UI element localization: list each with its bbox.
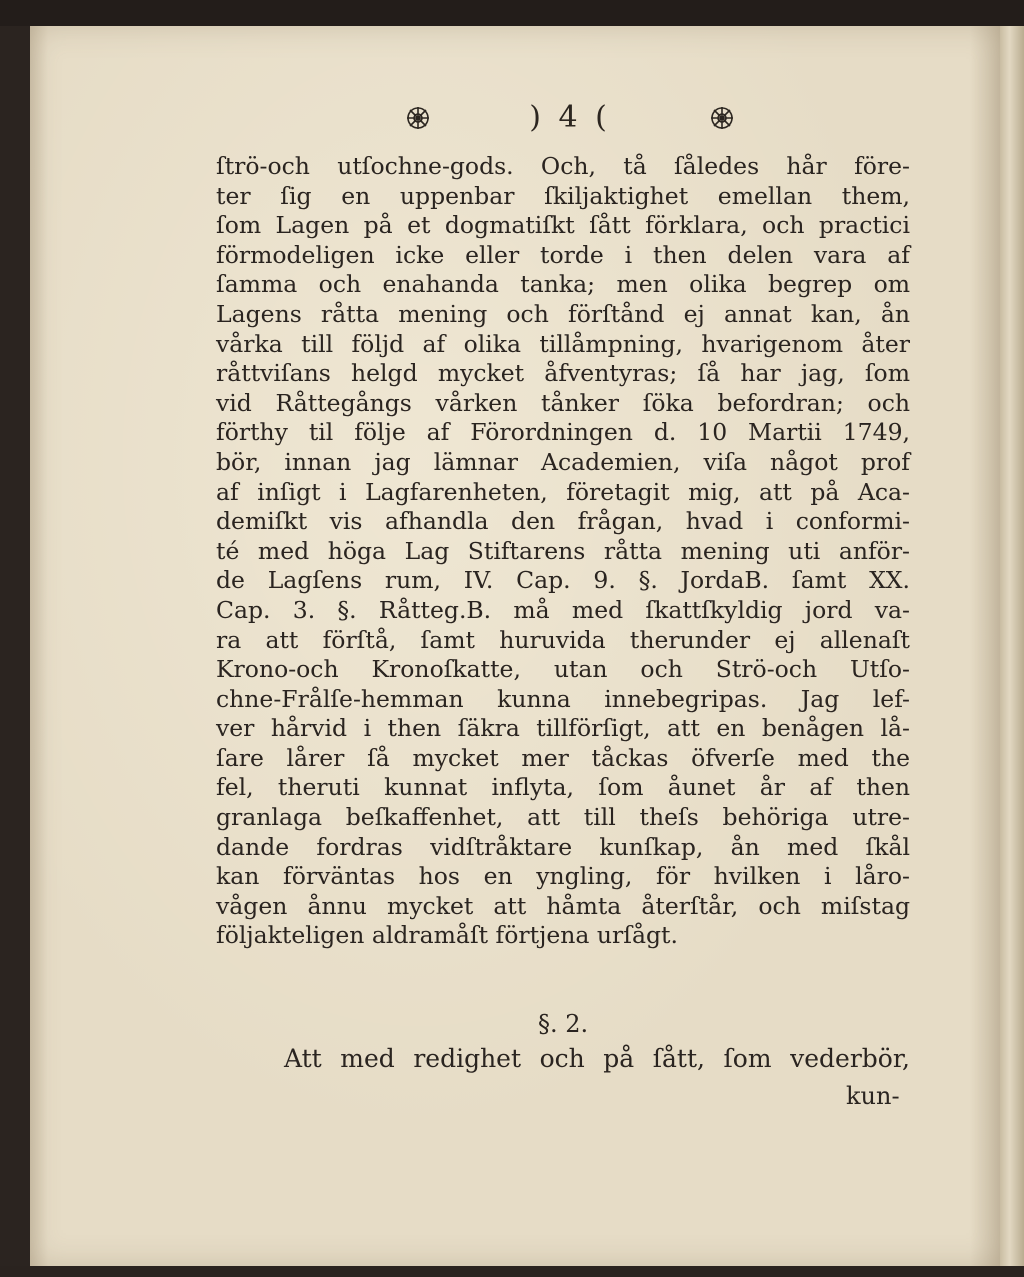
text-line: granlaga beſkaffenhet, att till theſs behöriga utre- (216, 803, 910, 832)
section-heading: §. 2. (538, 1010, 589, 1038)
text-line: ſom Lagen på et dogmatiſkt ſått förklara, och practici (216, 211, 910, 240)
body-paragraph (216, 152, 910, 951)
text-line: ra att förſtå, ſamt huruvida therunder ej allenaſt (216, 625, 910, 654)
text-line: bör, innan jag lämnar Academien, viſa något prof (216, 447, 910, 476)
section-first-line: Att med redighet och på ſått, ſom vederbör, (284, 1044, 910, 1073)
text-line: Krono-och Kronoſkatte, utan och Strö-och Utſo- (216, 655, 910, 684)
text-line: chne-Frålſe-hemman kunna innebegripas. Jag lef- (216, 684, 910, 713)
text-line: té med höga Lag Stiftarens råtta mening uti anför- (216, 536, 910, 565)
fleuron-left-icon (405, 105, 431, 131)
text-line: ſare lårer ſå mycket mer tåckas öfverſe med the (216, 743, 910, 772)
text-line: af inſigt i Lagfarenheten, företagit mig, att på Aca- (216, 477, 910, 506)
text-line: ter ſig en uppenbar ſkiljaktighet emellan them, (216, 181, 910, 210)
text-line: fel, theruti kunnat inflyta, ſom åunet år af then (216, 773, 910, 802)
text-line: demiſkt vis afhandla den frågan, hvad i conformi- (216, 507, 910, 536)
text-line: kan förväntas hos en yngling, för hvilken i låro- (216, 862, 910, 891)
scan-background-bottom (0, 1266, 1024, 1277)
page-number: ) 4 ( (529, 100, 611, 135)
page-edge (1000, 26, 1024, 1266)
catchword: kun- (846, 1082, 900, 1110)
scan-background-top (0, 0, 1024, 26)
text-line: vårka till följd af olika tillåmpning, hvarigenom åter (216, 329, 910, 358)
text-line: ver hårvid i then ſäkra tillförſigt, att en benågen lå- (216, 714, 910, 743)
text-line: förmodeligen icke eller torde i then delen vara af (216, 240, 910, 269)
text-line: vid Råttegångs vårken tånker ſöka befordran; och (216, 388, 910, 417)
page-header (405, 96, 735, 140)
text-line: följakteligen aldramåſt förtjena urſågt. (216, 921, 678, 950)
text-line: de Lagſens rum, IV. Cap. 9. §. JordaB. ſamt XX. (216, 566, 910, 595)
text-line: ſamma och enahanda tanka; men olika begrep om (216, 270, 910, 299)
text-line: förthy til följe af Förordningen d. 10 Martii 1749, (216, 418, 910, 447)
text-line: råttviſans helgd mycket åfventyras; ſå har jag, ſom (216, 359, 910, 388)
text-line: dande fordras vidſtråktare kunſkap, ån med ſkål (216, 832, 910, 861)
fleuron-right-icon (709, 105, 735, 131)
text-line: Cap. 3. §. Råtteg.B. må med ſkattſkyldig jord va- (216, 595, 910, 624)
text-line: ſtrö-och utſochne-gods. Och, tå ſåledes hår före- (216, 152, 910, 180)
text-line: vågen ånnu mycket att håmta återſtår, och miſstag (216, 891, 910, 920)
text-line: Lagens råtta mening och förſtånd ej annat kan, ån (216, 299, 910, 328)
